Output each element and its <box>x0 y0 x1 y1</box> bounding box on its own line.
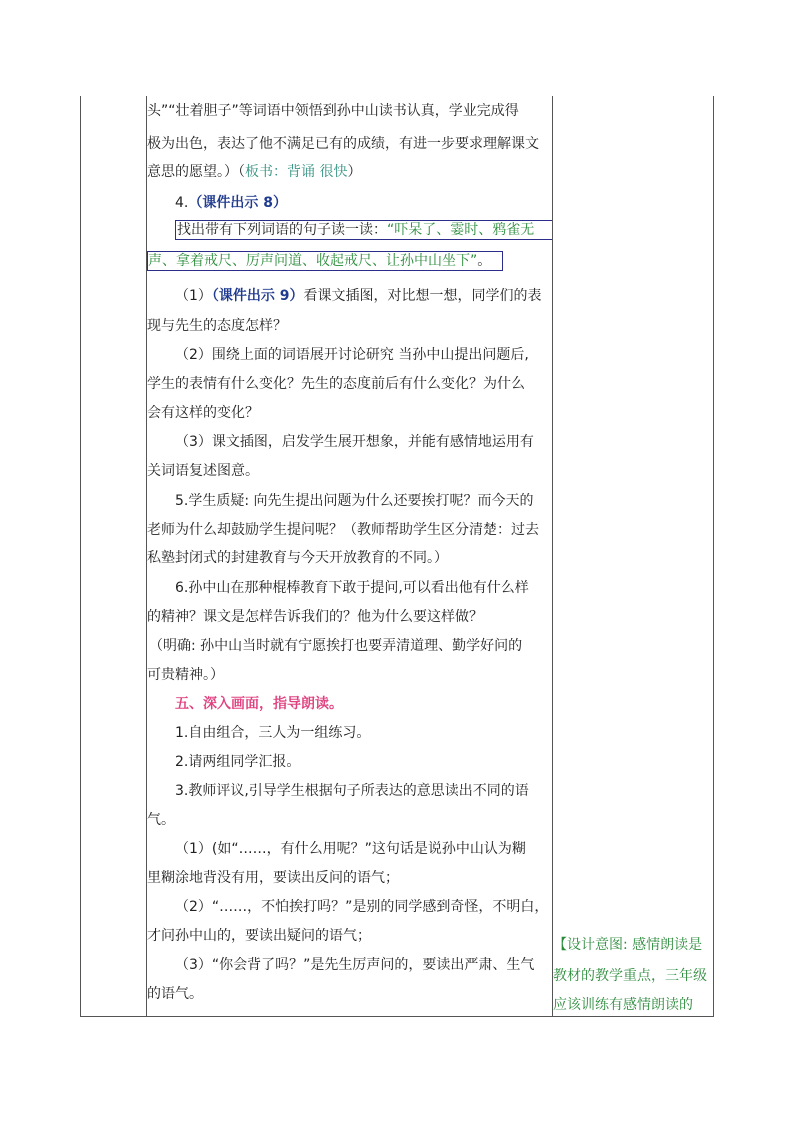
text-line: （1）（课件出示 9）看课文插图，对比想一想，同学们的表 <box>175 288 542 304</box>
text-line: 头”“壮着胆子”等词语中领悟到孙中山读书认真，学业完成得 <box>147 103 519 119</box>
section-heading: 五、深入画面，指导朗读。 <box>175 696 343 712</box>
text-line: 意思的愿望。）（板书：背诵 很快） <box>147 164 362 180</box>
key-words: “吓呆了、霎时、鸦雀无 <box>387 222 535 238</box>
text-line: 找出带有下列词语的句子读一读：“吓呆了、霎时、鸦雀无 <box>177 222 535 238</box>
text-line: （2）围绕上面的词语展开讨论研究 当孙中山提出问题后, <box>175 347 529 363</box>
text-line: （3）课文插图，启发学生展开想象，并能有感情地运用有 <box>175 434 534 450</box>
text-line: 学生的表情有什么变化？先生的态度前后有什么变化？为什么 <box>147 376 525 392</box>
text-line: （1）(如“……，有什么用呢？”这句话是说孙中山认为糊 <box>175 841 526 857</box>
courseware-label: （课件出示 9） <box>211 288 304 304</box>
table-border-bottom <box>80 1016 714 1017</box>
lesson-content <box>147 96 552 1016</box>
text-line: 5.学生质疑: 向先生提出问题为什么还要挨打呢？而今天的 <box>175 493 534 509</box>
text-line: 的语气。 <box>147 986 203 1002</box>
text-line: 可贵精神。） <box>147 667 224 683</box>
text-line: 3.教师评议,引导学生根据句子所表达的意思读出不同的语 <box>175 783 529 799</box>
text-line: （3）“你会背了吗？”是先生厉声问的，要读出严肃、生气 <box>175 957 535 973</box>
note-line: 应该训练有感情朗读的 <box>553 997 693 1013</box>
text-line: 的精神？课文是怎样告诉我们的？他为什么要这样做？ <box>147 609 483 625</box>
text-line: 里糊涂地背没有用，要读出反问的语气； <box>147 870 399 886</box>
table-border-col2 <box>552 96 553 1017</box>
text-line: 气。 <box>147 812 175 828</box>
step-4-heading: 4.（课件出示 8） <box>175 195 287 211</box>
text-line: （明确: 孙中山当时就有宁愿挨打也要弄清道理、勤学好问的 <box>149 638 523 654</box>
board-note: 板书：背诵 很快 <box>245 164 348 180</box>
key-words: 声、拿着戒尺、厉声问道、收起戒尺、让孙中山坐下” <box>148 253 478 269</box>
table-border-left <box>80 96 81 1017</box>
text-line: 关词语复述图意。 <box>147 463 259 479</box>
text-line: 老师为什么却鼓励学生提问呢？（教师帮助学生区分清楚：过去 <box>147 522 539 538</box>
text-line: 才问孙中山的，要读出疑问的语气； <box>147 928 371 944</box>
note-line: 教材的教学重点，三年级 <box>553 968 707 984</box>
text-line: 声、拿着戒尺、厉声问道、收起戒尺、让孙中山坐下”。 <box>148 253 492 269</box>
note-line: 【设计意图: 感情朗读是 <box>553 937 703 953</box>
text-line: 6.孙中山在那种棍棒教育下敢于提问,可以看出他有什么样 <box>175 580 529 596</box>
text-line: 1.自由组合，三人为一组练习。 <box>175 725 371 741</box>
courseware-label: （课件出示 8） <box>188 195 287 211</box>
text-line: 会有这样的变化？ <box>147 405 259 421</box>
text-line: （2）“……，不怕挨打吗？”是别的同学感到奇怪，不明白， <box>175 899 549 915</box>
text-line: 现与先生的态度怎样？ <box>147 318 287 334</box>
text-line: 2.请两组同学汇报。 <box>175 754 301 770</box>
table-border-right <box>713 96 714 1017</box>
text-line: 极为出色，表达了他不满足已有的成绩，有进一步要求理解课文 <box>147 136 539 152</box>
text-line: 私塾封闭式的封建教育与今天开放教育的不同。） <box>147 550 448 566</box>
